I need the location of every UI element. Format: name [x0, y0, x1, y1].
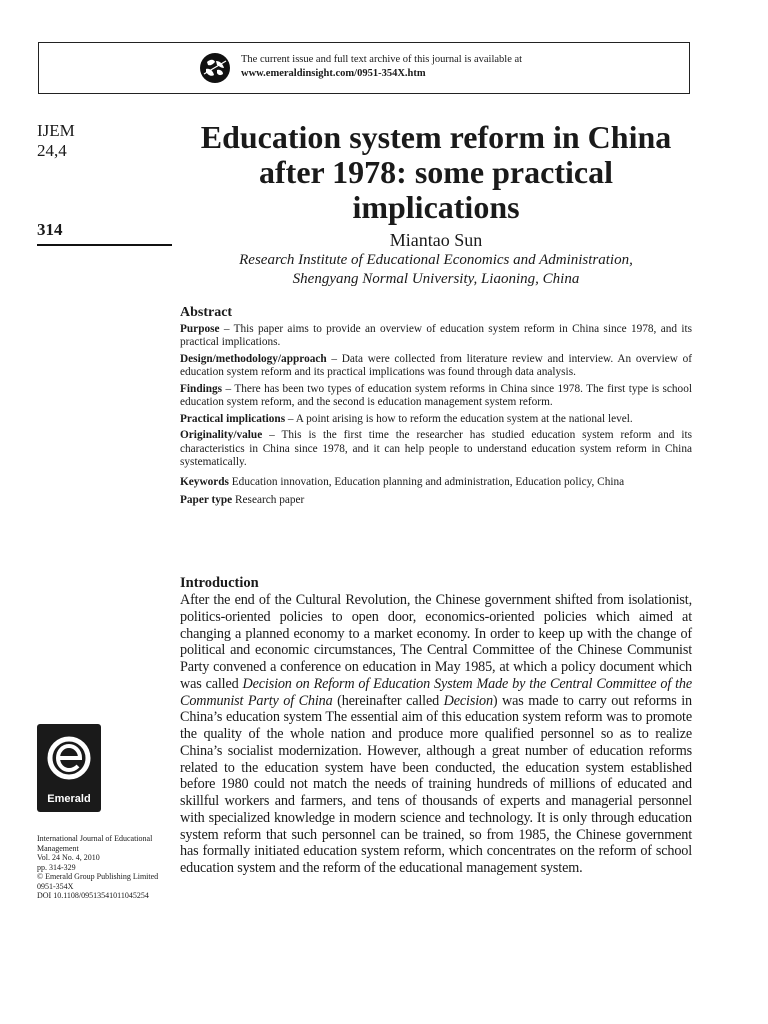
design-text: – Data were collected from literature review and interview. An overview of education system reform and its practical implications was found through data analysis. [180, 352, 692, 378]
volume-info: Vol. 24 No. 4, 2010 [37, 853, 100, 862]
affiliation-line: Shengyang Normal University, Liaoning, China [292, 271, 580, 287]
abstract-paper-type [180, 494, 692, 508]
emerald-logo [37, 724, 101, 812]
journal-name: International Journal of Educational [37, 834, 153, 843]
copyright: © Emerald Group Publishing Limited [37, 872, 159, 881]
purpose-text: – This paper aims to provide an overview of education system reform in China since 1978, and its practical implications. [180, 322, 692, 348]
page-number-rule [37, 244, 172, 246]
affiliation-line: Research Institute of Educational Economics and Administration, [239, 252, 633, 268]
design-label: Design/methodology/approach [180, 352, 327, 365]
globe-icon [199, 52, 231, 84]
intro-text: ) was made to carry out reforms in China’s education system The essential aim of this education system reform was to promote the quality of the whole nation and produce more qualified personnel so as to realize China’s socialist modernization. However, although a great number of education reforms related to the education system have been conducted, the education system established before 1980 could not match the needs of training hundreds of millions of educated and skillful workers and farmers, and tens of thousands of experts and managerial personnel with specialized knowledge in modern science and technology. It is only through education system reform that such personnel can be trained, so from 1985, the Chinese government has formally initiated education system reform, which concentrates on the reform of school education system and the reform of the educational management system. [180, 692, 692, 876]
abstract-implications [180, 413, 692, 427]
issn: 0951-354X [37, 881, 74, 891]
abstract-originality [180, 429, 692, 470]
publication-info [37, 834, 177, 901]
abstract-keywords [180, 476, 692, 490]
article-title: Education system reform in China after 1978: some practical implications [200, 119, 672, 225]
intro-italic-title: Decision on Reform of Education System Made by the Central Committee of the Communist Party of China [180, 675, 692, 709]
page-number: 314 [37, 220, 63, 239]
author-affiliation [180, 251, 692, 289]
intro-text: After the end of the Cultural Revolution, the Chinese government shifted from isolationist, politics-oriented policies to open door, economics-oriented policies which aimed at changing a planned economy to a market economy. In order to keep up with the change of political and economic circumstances, The Central Committee of the Chinese Communist Party convened a conference on education in May 1985, at which a policy document which was called [180, 592, 692, 692]
doi: DOI 10.1108/09513541011045254 [37, 891, 149, 900]
paper-type-text: Research paper [232, 494, 305, 506]
introduction-section [180, 575, 692, 877]
intro-text: (hereinafter called [332, 692, 444, 709]
originality-label: Originality/value [180, 429, 263, 441]
volume-issue: 24,4 [37, 141, 67, 160]
author-name: Miantao Sun [389, 230, 483, 250]
originality-text: – This is the first time the researcher has studied education system reform and its characteristics in China since 1978, and it can help people to understand education system reform in China systematically. [180, 429, 692, 468]
margin-journal-info [37, 121, 75, 161]
findings-text: – There has been two types of education system reforms in China since 1978. The first type is school education system reform, and the second is education management system reform. [180, 382, 692, 408]
intro-italic-term: Decision [443, 692, 493, 709]
abstract-design [180, 353, 692, 380]
journal-name: Management [37, 843, 79, 853]
implications-text: – A point arising is how to reform the education system at the national level. [285, 412, 633, 425]
findings-label: Findings [180, 382, 223, 395]
abstract-heading: Abstract [180, 305, 233, 320]
page-range: pp. 314-329 [37, 862, 76, 872]
emerald-logo-text: Emerald [47, 793, 91, 805]
archive-banner [38, 42, 690, 94]
abstract-section [180, 306, 692, 511]
abstract-findings [180, 383, 692, 410]
journal-url-link[interactable]: www.emeraldinsight.com/0951-354X.htm [241, 68, 426, 79]
keywords-label: Keywords [180, 475, 229, 488]
introduction-heading: Introduction [180, 575, 259, 591]
paper-type-label: Paper type [180, 494, 233, 506]
purpose-label: Purpose [180, 322, 220, 335]
implications-label: Practical implications [180, 412, 286, 425]
banner-line: The current issue and full text archive of this journal is available at [241, 54, 523, 65]
abstract-purpose [180, 323, 692, 350]
introduction-paragraph [180, 592, 692, 877]
journal-code: IJEM [37, 121, 75, 140]
keywords-text: Education innovation, Education planning and administration, Education policy, China [228, 475, 625, 488]
